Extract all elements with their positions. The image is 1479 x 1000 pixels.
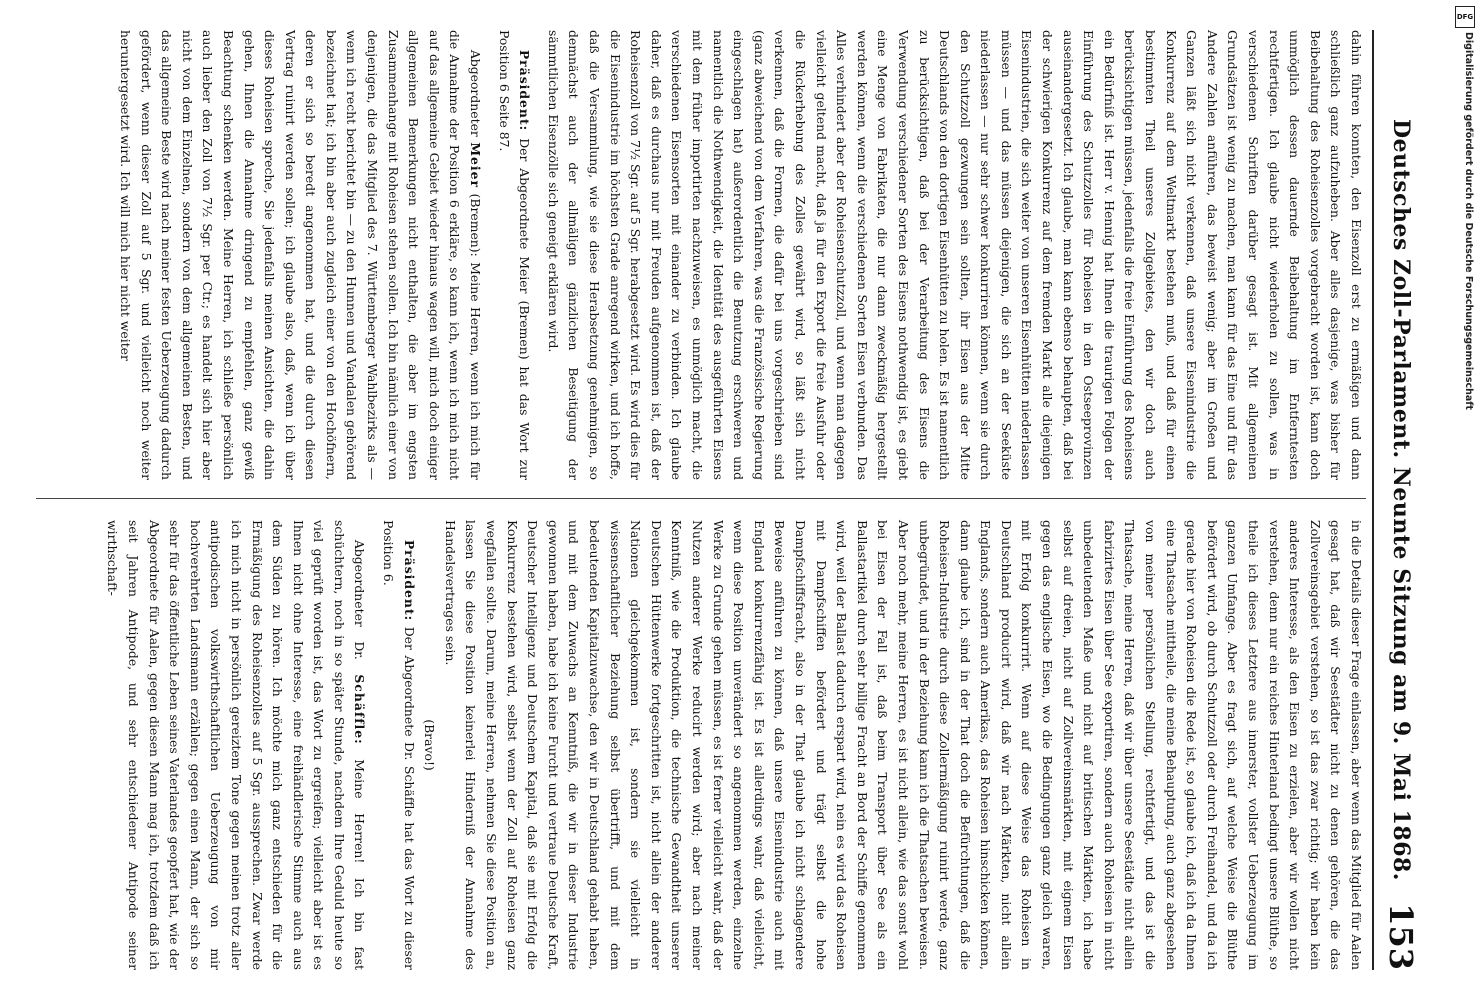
page-header (1376, 30, 1420, 970)
speech-text: Meine Herren! Ich bin fast schüchtern, noch in so später Stunde, nachdem Ihre Geduld heute so viel geprüft worden ist, das Wort zu ergreifen; vielleicht aber ist es Ihnen nicht ohne Interesse, eine freihändlerische Stimme auch aus dem Süden zu hören. Ich möchte mich ganz entschieden für die Ermäßigung des Roheisenzolles auf 5 Sgr. aussprechen. Zwar werde ich mich nicht in persönlich gereiztem Tone gegen meinen trotz aller antipodischen volkswirthschaftlichen Ueberzeugung von mir hochverehrten Landsmann erzählen; gegen einen Mann, der sich so sehr für das öffentliche Leben seines Vaterlandes geopfert hat, wie der Abgeordnete für Aalen, gegen diesen Mann mag ich, trotzdem daß ich seit Jahren Antipode, und sehr entschiedener Antipode seiner wirthschaft- (105, 520, 368, 970)
header-rule (1372, 30, 1374, 970)
dfg-logo-icon: DFG (1455, 6, 1475, 28)
speech-paragraph (114, 30, 485, 480)
speech-text: (Bremen): Meine Herren, wenn ich mich für die Annahme der Position 6 erkläre, so kann ich, wenn ich mich nicht auf das allgemeine Gebiet wieder hinaus wagen will, mich doch einiger allgemeinen Bemerkungen nicht enthalten, die aber im engsten Zusammenhange mit Roheisen stehen sollen. Ich bin nämlich einer von denjenigen, die das Mitglied des 7. Württemberger Wahlbezirks als — wenn ich recht berichtet bin — zu den Hunnen und Vandalen gehörend bezeichnet hat; ich bin aber auch zugleich einer von den Hochöfnern, deren er sich so beredt angenommen hat, und die durch diesen Vertrag ruinirt werden sollen; ich glaube also, daß, wenn ich über dieses Roheisen spreche, Sie jedenfalls meinen Ansichten, die dahin gehen, Ihnen die Annahme dringend zu empfehlen, ganz gewiß Beachtung schenken werden. Meine Herren, ich schließe persönlich auch lieber den Zoll von 7½ Sgr. per Ctr.; es handelt sich hier aber nicht von dem Einzelnen, sondern von dem allgemeinen Besten, und das allgemeine Beste wird nach meiner festen Ueberzeugung dadurch gefördert, wenn dieser Zoll auf 5 Sgr. und vielleicht noch weiter heruntergesetzt wird. Ich will mich hier nicht weiter (117, 30, 484, 480)
speaker-prefix: Abgeordneter (468, 49, 484, 137)
page-number: 153 (1382, 903, 1420, 970)
column-divider (36, 498, 1366, 499)
paragraph: in die Details dieser Frage einlassen, aber wenn das Mitglied für Aalen gesagt hat, daß wir Seestädter nicht zu denen gehören, die das Zollvereinsgebiet verstehen, so ist das zwar richtig; wir haben kein anderes Interesse, als den Eisen zu erzielen, aber wir wollen nicht verstehen, denn nur ein reiches Hinterland bedingt unsere Blüthe, so theile ich dieses Letztere aus innerster, vollster Ueberzeugung im ganzen Umfange. Aber es fragt sich, auf welche Weise die Blüthe befördert wird, ob durch Schutzzoll oder durch Freihandel, und da ich gerade hier von Roheisen die Rede ist, so glaube ich, daß ich da Ihnen eine Thatsache mittheile, die meine Behauptung, auch ganz abgesehen von meiner persönlichen Stellung, rechtfertigt, und das ist die Thatsache, meine Herren, daß wir über unsere Seestädte nicht allein fabrizirtes Eisen über See exportiren, sondern auch Roheisen in nicht unbedeutenden Maße und nicht auf britischen Märkten, ich habe selbst auf dreien, nicht auf Zollvereinsmärkten, mit eignem Eisen gegen das englische Eisen, wo die Bedingungen ganz gleich waren, mit Erfolg konkurrirt. Wenn auf diese Weise das Roheisen in Deutschland producirt wird, daß wir nach Märkten, nicht allein Englands, sondern auch Amerikas, das Roheisen hinschicken können, dann glaube ich, sind in der That doch die Befürchtungen, daß die Roheisen-Industrie durch diese Zollermäßigung ruinirt werde, ganz unbegründet, und in der Beziehung kann ich die Thatsachen beweisen. Aber noch mehr, meine Herren, es ist nicht allein, wie das sonst wohl bei Eisen der Fall ist, daß beim Transport über See als ein Ballastartikel durch sehr billige Fracht an Bord der Schiffe genommen wird, weil der Ballast dadurch erspart wird, nein es wird das Roheisen mit Dampfschiffen befördert und trägt selbst die hohe Dampfschiffsfracht, also in der That glaube ich nicht schlagendere Beweise anführen zu können, daß unsere Eisenindustrie auch mit England konkurrenzfähig ist. Es ist allerdings wahr, daß vielleicht, wenn diese Position unverändert so angenommen werden, einzelne Werke zu Grunde gehen müssen, es ist ferner vielleicht wahr, daß der Nutzen anderer Werke reducirt werden wird; aber nach meiner Kenntniß, wie die Produktion, die technische Gewandtheit unserer Deutschen Hüttenwerke fortgeschritten ist, nicht allein der anderer Nationen gleichgekommen ist, sondern sie vielleicht in wissenschaftlicher Beziehung selbst übertrifft, und mit dem bedeutenden Kapitalzuwachse, den wir in Deutschland gehabt haben, und mit dem Zuwachs an Kenntniß, die wir in dieser Industrie gewonnen haben, habe ich keine Furcht und vertraue Deutsche Kraft, Deutscher Intelligenz und Deutschem Kapital, daß sie mit Erfolg die Konkurrenz bestehen wird, selbst wenn der Zoll auf Roheisen ganz wegfallen sollte. Darum, meine Herren, nehmen Sie diese Position an, lassen Sie diese Position keinerlei Hinderniß der Annahme des Handelsvertrages sein. (442, 520, 1364, 970)
digitization-credit (1452, 6, 1476, 994)
credit-text: Digitalisierung gefördert durch die Deutsche Forschungsgemeinschaft (1463, 32, 1474, 410)
right-column (102, 520, 1366, 970)
statement-text: Der Abgeordnete Dr. Schäffle hat das Wort zu dieser Position 6. (381, 520, 417, 970)
speaker-name: Schäffle: (352, 674, 368, 745)
president-statement (378, 520, 419, 970)
president-statement (493, 30, 534, 480)
left-column (114, 30, 1366, 480)
speaker-name: Präsident: (517, 49, 533, 132)
speech-paragraph (102, 520, 370, 970)
speaker-name: Meier (468, 142, 484, 189)
statement-text: Der Abgeordnete Meier (Bremen) hat das Wort zur Position 6 Seite 87. (496, 30, 533, 480)
speaker-prefix: Abgeordneter Dr. (352, 539, 368, 660)
speaker-name: Präsident: (401, 539, 417, 622)
paragraph: dahin führen konnten, den Eisenzoll erst zu ermäßigen und dann schließlich ganz aufzuheben. Aber alles dasjenige, was bisher für Beibehaltung des Roheisenzolles vorgebracht worden ist, kann doch unmöglich dessen dauernde Beibehaltung im Entferntesten rechtfertigen. Ich glaube nicht wiederholen zu sollen, was in verschiedenen Schriften darüber gesagt ist. Mit allgemeinen Grundsätzen ist wenig zu machen, man kann für das Eine und für das Andere Zahlen anführen, das beweist wenig; aber im Großen und Ganzen läßt sich nicht verkennen, daß unsere Eisenindustrie die Konkurrenz auf dem Weltmarkt bestehen muß, und daß für einen bestimmten Theil unseres Zollgebietes, den wir doch auch berücksichtigen müssen, jedenfalls die freie Einführung des Roheisens ein Bedürfniß ist. Herr v. Hennig hat Ihnen die traurigen Folgen der Einführung des Schutzzolles für Roheisen in den Ostseeprovinzen auseinandergesetzt. Ich glaube, man kann ebenso behaupten, daß bei der schwierigen Konkurrenz auf dem fremden Markt alle diejenigen Eisenindustrien, die sich weiter von unseren Eisenhütten niederlassen müssen — und das müssen diejenigen, die sich an der Seeküste niederlassen — nur sehr schwer konkurriren können, wenn sie durch den Schutzzoll gezwungen sein sollten, ihr Eisen aus der Mitte Deutschlands von den dortigen Eisenhütten zu holen. Es ist namentlich zu berücksichtigen, daß bei der Verarbeitung des Eisens die Verwendung verschiedener Sorten des Eisens nothwendig ist, es giebt eine Menge von Fabrikaten, die nur dann zweckmäßig hergestellt werden können, wenn die verschiedenen Sorten Eisen verbunden. Das Alles verhindert aber der Roheisenschutzzoll, und wenn man dagegen vielleicht geltend macht, daß ja für den Export die freie Ausfuhr oder die Rückerhebung des Zolles gewährt wird, so läßt sich nicht verkennen, daß die Formen, die dafür bei uns vorgeschrieben sind (ganz abweichend von dem Verfahren, was die Französische Regierung eingeschlagen hat) außerordentlich die Benutzung erschweren und namentlich die Nothwendigkeit, die Identität des ausgeführten Eisens mit dem früher importirten nachzuweisen, es unmöglich macht, die verschiedenen Eisensorten mit einander zu verbinden. Ich glaube daher, daß es durchaus nur mit Freuden aufgenommen ist, daß der Roheisenzoll von 7½ Sgr. auf 5 Sgr. herabgesetzt wird. Es wird dies für die Eisenindustrie im höchsten Grade anregend wirken, und ich hoffe, daß die Versammlung, wie sie diese Herabsetzung genehmigen, so demnächst auch der allmäligen gänzlichen Beseitigung der sämmtlichen Eisenzölle sich geneigt erklären wird. (545, 30, 1364, 480)
applause-note: (Bravo!) (422, 719, 438, 771)
page-title: Deutsches Zoll-Parlament. Neunte Sitzung am 9. Mai 1868. (1388, 119, 1414, 881)
